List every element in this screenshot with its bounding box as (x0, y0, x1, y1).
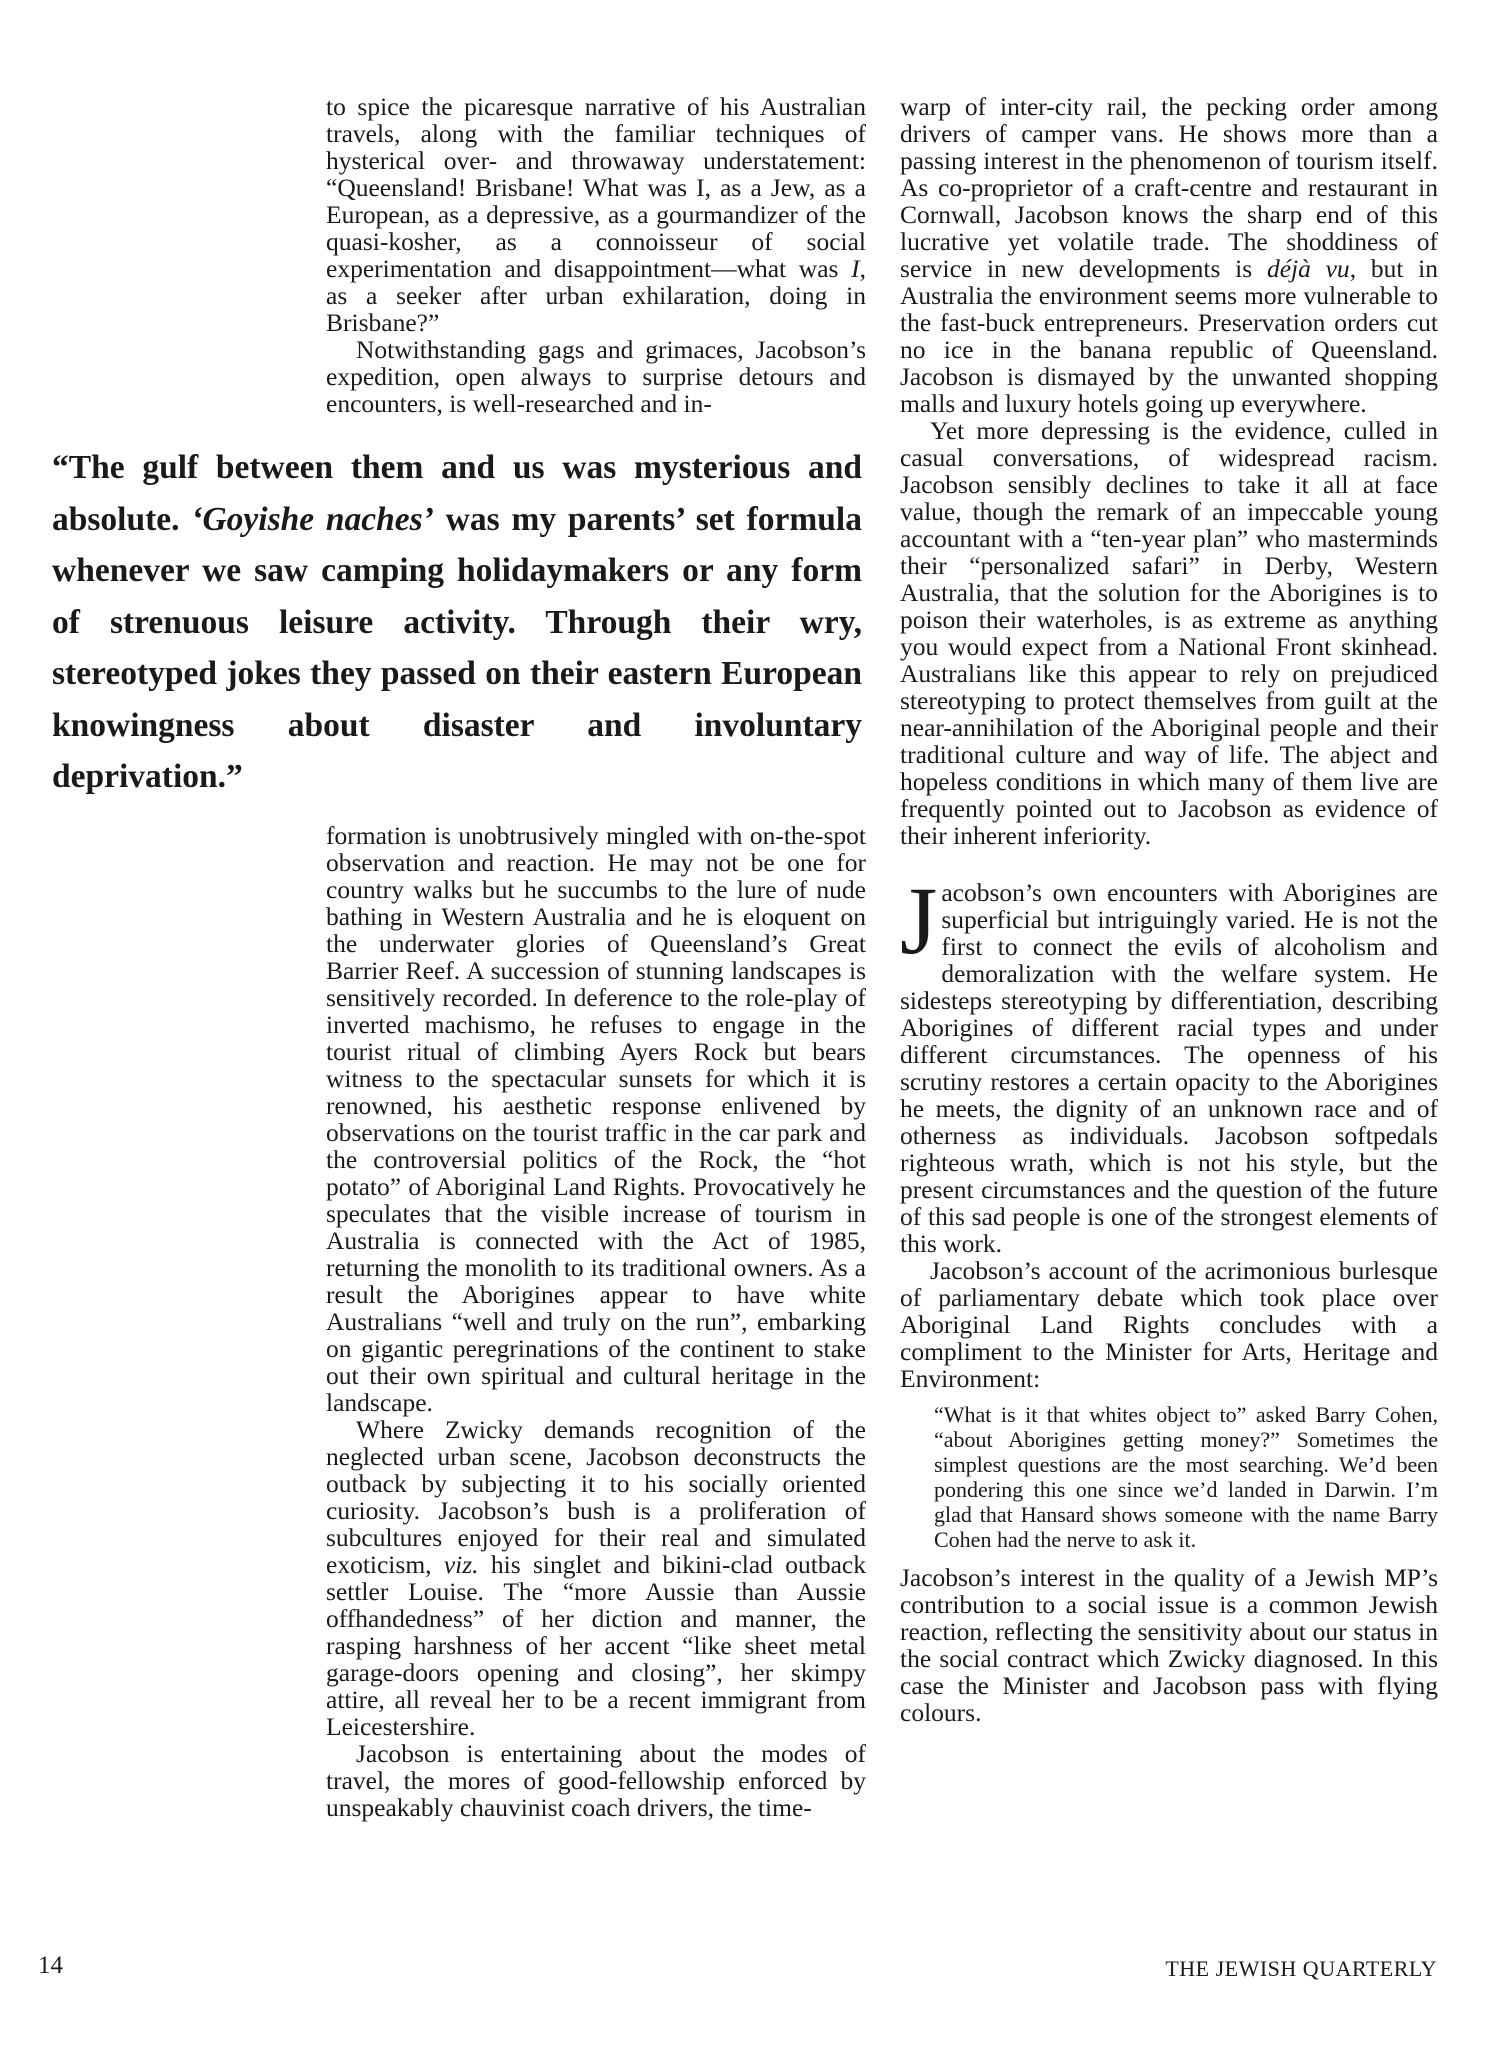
left-column-bottom (326, 822, 866, 1821)
running-footer: THE JEWISH QUARTERLY (1165, 1956, 1437, 1981)
paragraph: formation is unobtrusively mingled with on-the-spot observation and reaction. He may not be one for country walks but he succumbs to the lure of nude bathing in Western Australia and he is eloquent on the underwater glories of Queensland’s Great Barrier Reef. A succession of stunning landscapes is sensitively recorded. In deference to the role-play of inverted machismo, he refuses to engage in the tourist ritual of climbing Ayers Rock but bears witness to the spectacular sunsets for which it is renowned, his aesthetic response enlivened by observations on the tourist traffic in the car park and the controversial politics of the Rock, the “hot potato” of Aboriginal Land Rights. Provocatively he speculates that the visible increase of tourism in Australia is connected with the Act of 1985, returning the monolith to its traditional owners. As a result the Aborigines appear to have white Australians “well and truly on the run”, embarking on gigantic peregrinations of the continent to stake out their own spiritual and cultural heritage in the landscape. (326, 821, 866, 1417)
paragraph: to spice the picaresque narrative of his Australian travels, along with the familiar techniques of hysterical over- and throwaway understatement: “Queensland! Brisbane! What was I, as a Jew, as a European, as a depressive, as a gourmandizer of the quasi-kosher, as a connoisseur of social experimentation and disappointment—what was I, as a seeker after urban exhilaration, doing in Brisbane?” (326, 92, 866, 337)
paragraph: Where Zwicky demands recognition of the neglected urban scene, Jacobson deconstructs the outback by subjecting it to his socially oriented curiosity. Jacobson’s bush is a proliferation of subcultures enjoyed for their real and simulated exoticism, viz. his singlet and bikini-clad outback settler Louise. The “more Aussie than Aussie offhandedness” of her diction and manner, the rasping harshness of her accent “like sheet metal garage-doors opening and closing”, her skimpy attire, all reveal her to be a recent immigrant from Leicestershire. (326, 1415, 866, 1741)
drop-cap: J (900, 867, 938, 974)
right-column (900, 93, 1438, 1726)
block-quote: “What is it that whites object to” asked Barry Cohen, “about Aborigines getting money?” Sometimes the simplest questions are the most searching. We’d been pondering this one since we’d landed in Darwin. I’m glad that Hansard shows someone with the name Barry Cohen had the nerve to ask it. (934, 1402, 1438, 1552)
paragraph: Jacobson is entertaining about the modes of travel, the mores of good-fellowship enforced by unspeakably chauvinist coach drivers, the time- (326, 1739, 866, 1822)
left-column-top (326, 93, 866, 417)
paragraph-dropcap: Jacobson’s own encounters with Aborigines are superficial but intriguingly varied. He is not the first to connect the evils of alcoholism and demoralization with the welfare system. He sidesteps stereotyping by differentiation, describing Aborigines of different racial types and under different circumstances. The openness of his scrutiny restores a certain opacity to the Aborigines he meets, the dignity of an unknown race and of otherness as individuals. Jacobson softpedals righteous wrath, which is not his style, but the present circumstances and the question of the future of this sad people is one of the strongest elements of this work. (900, 867, 1438, 1258)
paragraph: Notwithstanding gags and grimaces, Jacobson’s expedition, open always to surprise detours and encounters, is well-researched and in- (326, 335, 866, 418)
paragraph: Jacobson’s account of the acrimonious burlesque of parliamentary debate which took place over Aboriginal Land Rights concludes with a compliment to the Minister for Arts, Heritage and Environment: (900, 1256, 1438, 1393)
pull-quote: “The gulf between them and us was mysterious and absolute. ‘Goyishe naches’ was my parents’ set formula whenever we saw camping holidaymakers or any form of strenuous leisure activity. Through their wry, stereotyped jokes they passed on their eastern European knowingness about disaster and involuntary deprivation.” (52, 449, 862, 795)
paragraph: Yet more depressing is the evidence, culled in casual conversations, of widespread racism. Jacobson sensibly declines to take it all at face value, though the remark of an impeccable young accountant with a “ten-year plan” who masterminds their “personalized safari” in Derby, Western Australia, that the solution for the Aborigines is to poison their waterholes, is as extreme as anything you would expect from a National Front skinhead. Australians like this appear to rely on prejudiced stereotyping to protect themselves from guilt at the near-annihilation of the Aboriginal people and their traditional culture and way of life. The abject and hopeless conditions in which many of them live are frequently pointed out to Jacobson as evidence of their inherent inferiority. (900, 416, 1438, 850)
paragraph: Jacobson’s interest in the quality of a Jewish MP’s contribution to a social issue is a common Jewish reaction, reflecting the sensitivity about our status in the social contract which Zwicky diagnosed. In this case the Minister and Jacobson pass with flying colours. (900, 1563, 1438, 1727)
page-number: 14 (38, 1952, 63, 1979)
paragraph: warp of inter-city rail, the pecking order among drivers of camper vans. He shows more than a passing interest in the phenomenon of tourism itself. As co-proprietor of a craft-centre and restaurant in Cornwall, Jacobson knows the sharp end of this lucrative yet volatile trade. The shoddiness of service in new developments is déjà vu, but in Australia the environment seems more vulnerable to the fast-buck entrepreneurs. Preservation orders cut no ice in the banana republic of Queensland. Jacobson is dismayed by the unwanted shopping malls and luxury hotels going up everywhere. (900, 92, 1438, 418)
